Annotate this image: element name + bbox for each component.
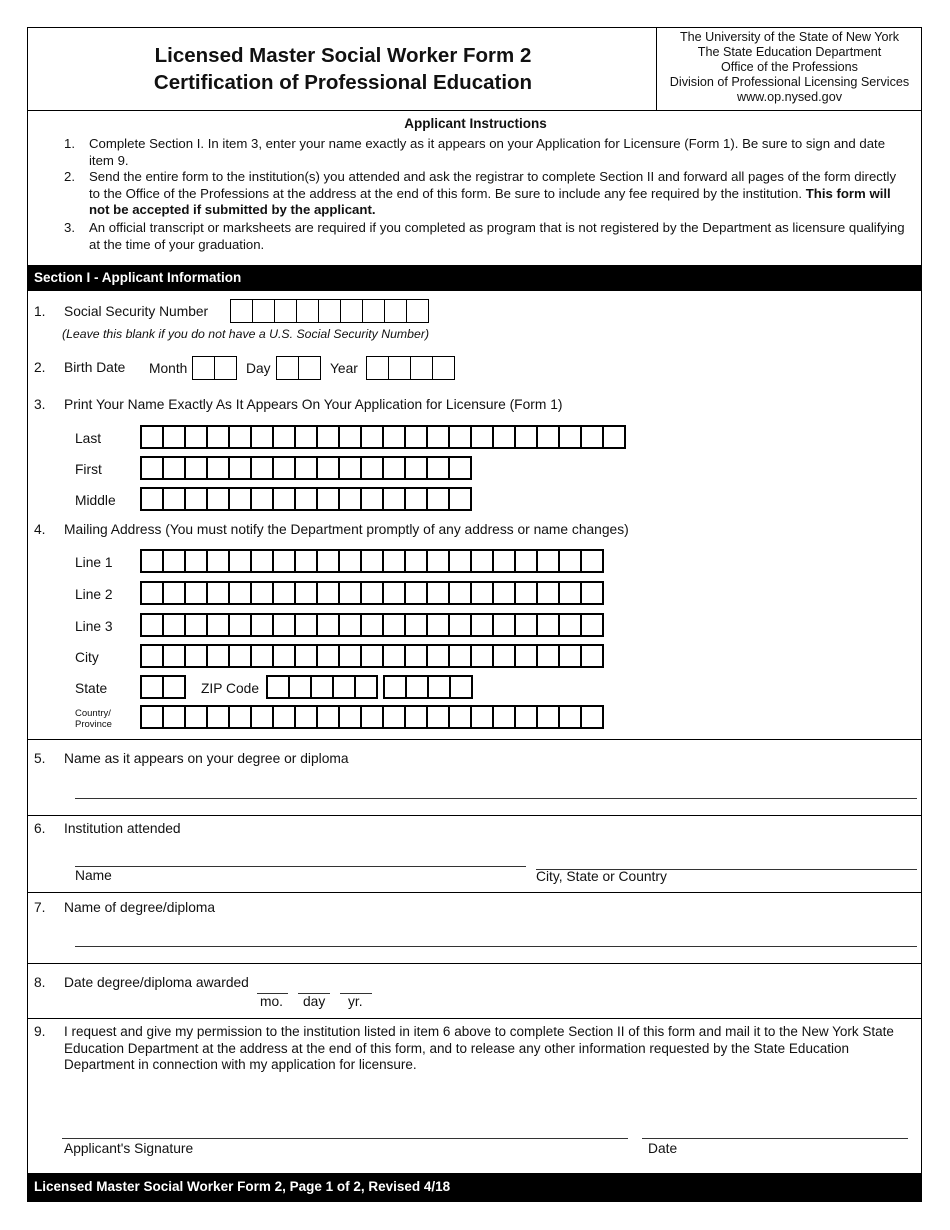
birth-month-input[interactable] (192, 356, 237, 380)
country-label: Country/ Province (75, 708, 112, 730)
zip-input[interactable] (266, 675, 378, 699)
degree-type-field[interactable] (75, 946, 917, 947)
middle-name-input[interactable] (140, 487, 472, 511)
section-1-header: Section I - Applicant Information (28, 265, 922, 291)
institution-name-caption: Name (75, 868, 112, 883)
agency-line: Office of the Professions (721, 60, 858, 74)
name-label: Print Your Name Exactly As It Appears On Your Application for Licensure (Form 1) (64, 397, 563, 412)
birth-date-label: Birth Date (64, 360, 126, 375)
header-bottom-rule (27, 110, 922, 111)
title-line-1: Licensed Master Social Worker Form 2 (154, 44, 532, 67)
signature-caption: Applicant's Signature (64, 1141, 194, 1156)
last-name-label: Last (75, 431, 102, 446)
date-caption: Date (648, 1141, 678, 1156)
instruction-warning: This form will not be accepted if submitted by the applicant. (89, 185, 891, 217)
agency-line: Division of Professional Licensing Services (669, 75, 910, 89)
item-number: 1. (34, 304, 46, 319)
month-label: Month (149, 361, 188, 376)
birth-year-input[interactable] (366, 356, 455, 380)
last-name-input[interactable] (140, 425, 626, 449)
first-name-input[interactable] (140, 456, 472, 480)
middle-name-label: Middle (75, 493, 116, 508)
instruction-item (64, 169, 909, 219)
institution-location-caption: City, State or Country (536, 869, 667, 884)
degree-name-label: Name as it appears on your degree or diploma (64, 751, 349, 766)
item-number: 2. (34, 360, 46, 375)
divider (27, 815, 922, 816)
address-line-3-input[interactable] (140, 613, 604, 637)
ssn-label: Social Security Number (64, 304, 209, 319)
divider (27, 1018, 922, 1019)
day-label: Day (246, 361, 271, 376)
agency-block (657, 30, 922, 105)
item-number: 8. (34, 975, 46, 990)
ssn-input[interactable] (230, 299, 429, 323)
state-input[interactable] (140, 675, 186, 699)
item-number: 3. (34, 397, 46, 412)
ssn-note: (Leave this blank if you do not have a U.S. Social Security Number) (62, 327, 430, 341)
address-line-2-label: Line 2 (75, 587, 113, 602)
item-number: 5. (34, 751, 46, 766)
institution-name-field[interactable] (75, 866, 526, 867)
instruction-text: Complete Section I. In item 3, enter your name exactly as it appears on your Application for Licensure (Form 1). Be sure to sign and date item 9. (89, 136, 886, 168)
form-title (28, 42, 658, 96)
divider (27, 963, 922, 964)
instruction-text: Send the entire form to the institution(s) you attended and ask the registrar to complete Section II and forward all pages of the form directly to the Office of the Professions at the address at the end of this form. Be sure to include any fee required by the institution. (89, 169, 897, 201)
year-caption: yr. (348, 994, 363, 1009)
signature-field[interactable] (62, 1138, 628, 1139)
instruction-number: 2. (64, 169, 75, 184)
page-footer: Licensed Master Social Worker Form 2, Page 1 of 2, Revised 4/18 (28, 1173, 922, 1201)
degree-name-field[interactable] (75, 798, 917, 799)
agency-line: The University of the State of New York (679, 30, 900, 44)
agency-line: The State Education Department (697, 45, 882, 59)
institution-label: Institution attended (64, 821, 181, 836)
instruction-number: 1. (64, 136, 75, 151)
instruction-item (64, 136, 909, 169)
month-caption: mo. (260, 994, 283, 1009)
item-number: 7. (34, 900, 46, 915)
year-label: Year (330, 361, 358, 376)
city-label: City (75, 650, 99, 665)
degree-type-label: Name of degree/diploma (64, 900, 216, 915)
address-line-1-input[interactable] (140, 549, 604, 573)
date-awarded-label: Date degree/diploma awarded (64, 975, 249, 990)
zip-plus4-input[interactable] (383, 675, 473, 699)
address-line-3-label: Line 3 (75, 619, 113, 634)
agency-website: www.op.nysed.gov (736, 90, 842, 104)
instruction-item (64, 220, 909, 253)
instruction-number: 3. (64, 220, 75, 235)
state-label: State (75, 681, 108, 696)
mailing-address-label: Mailing Address (You must notify the Department promptly of any address or name changes) (64, 522, 629, 537)
day-caption: day (303, 994, 326, 1009)
item-number: 4. (34, 522, 46, 537)
first-name-label: First (75, 462, 102, 477)
divider (27, 739, 922, 740)
item-number: 6. (34, 821, 46, 836)
country-input[interactable] (140, 705, 604, 729)
address-line-1-label: Line 1 (75, 555, 113, 570)
instruction-text: An official transcript or marksheets are required if you completed as program that is not registered by the Department as licensure qualifying at the time of your graduation. (89, 220, 905, 252)
divider (27, 892, 922, 893)
zip-label: ZIP Code (201, 681, 260, 696)
instructions-heading: Applicant Instructions (404, 116, 547, 131)
title-line-2: Certification of Professional Education (153, 71, 533, 94)
city-input[interactable] (140, 644, 604, 668)
authorization-text: I request and give my permission to the institution listed in item 6 above to complete Section II of this form and mail it to the New York State Education Department at the address at the end of this form, and to release any other information requested by the State Education Department in connection with my application for licensure. (64, 1024, 894, 1072)
birth-day-input[interactable] (276, 356, 321, 380)
item-number: 9. (34, 1024, 46, 1039)
address-line-2-input[interactable] (140, 581, 604, 605)
signature-date-field[interactable] (642, 1138, 908, 1139)
